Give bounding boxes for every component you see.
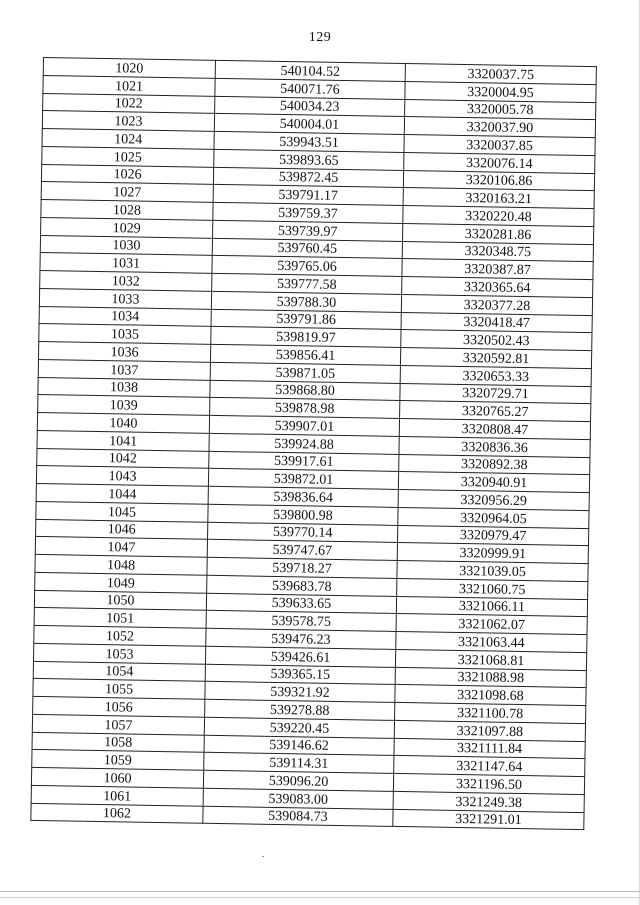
x-coordinate-cell: 539856.41: [210, 344, 400, 365]
y-coordinate-cell: 3320005.78: [405, 99, 596, 120]
point-number-cell: 1062: [31, 803, 203, 824]
y-coordinate-cell: 3321249.38: [393, 791, 584, 812]
point-number-cell: 1045: [36, 501, 208, 522]
y-coordinate-cell: 3320377.28: [401, 294, 592, 315]
x-coordinate-cell: 539878.98: [210, 398, 400, 419]
point-number-cell: 1058: [32, 732, 204, 753]
y-coordinate-cell: 3320956.29: [398, 489, 589, 510]
y-coordinate-cell: 3320037.85: [404, 135, 595, 156]
point-number-cell: 1056: [33, 696, 205, 717]
x-coordinate-cell: 539770.14: [208, 522, 398, 543]
point-number-cell: 1022: [43, 93, 215, 114]
point-number-cell: 1036: [38, 341, 210, 362]
y-coordinate-cell: 3321100.78: [395, 702, 586, 723]
point-number-cell: 1054: [33, 661, 205, 682]
y-coordinate-cell: 3321039.05: [397, 560, 588, 581]
point-number-cell: 1029: [41, 217, 213, 238]
point-number-cell: 1055: [33, 679, 205, 700]
point-number-cell: 1057: [32, 714, 204, 735]
point-number-cell: 1040: [37, 412, 209, 433]
x-coordinate-cell: 539633.65: [206, 593, 396, 614]
x-coordinate-cell: 539759.37: [213, 202, 403, 223]
point-number-cell: 1052: [34, 625, 206, 646]
coordinate-table: [30, 57, 597, 830]
y-coordinate-cell: 3321196.50: [393, 773, 584, 794]
x-coordinate-cell: 539760.45: [212, 238, 402, 259]
x-coordinate-cell: 539872.45: [213, 167, 403, 188]
x-coordinate-cell: 539777.58: [212, 273, 402, 294]
y-coordinate-cell: 3320892.38: [399, 454, 590, 475]
point-number-cell: 1041: [37, 430, 209, 451]
x-coordinate-cell: 539871.05: [210, 362, 400, 383]
y-coordinate-cell: 3321111.84: [394, 738, 585, 759]
x-coordinate-cell: 539739.97: [213, 220, 403, 241]
y-coordinate-cell: 3320220.48: [403, 205, 594, 226]
coordinate-table-container: [30, 57, 596, 830]
x-coordinate-cell: 539084.73: [203, 806, 393, 827]
point-number-cell: 1043: [36, 466, 208, 487]
point-number-cell: 1059: [32, 750, 204, 771]
scan-line-bottom-secondary: [0, 897, 640, 898]
point-number-cell: 1042: [37, 448, 209, 469]
point-number-cell: 1035: [39, 324, 211, 345]
point-number-cell: 1061: [31, 785, 203, 806]
point-number-cell: 1053: [33, 643, 205, 664]
x-coordinate-cell: 539114.31: [204, 753, 394, 774]
y-coordinate-cell: 3321291.01: [393, 809, 584, 830]
y-coordinate-cell: 3321060.75: [397, 578, 588, 599]
page-number: 129: [308, 30, 332, 45]
x-coordinate-cell: 539765.06: [212, 256, 402, 277]
x-coordinate-cell: 539788.30: [211, 291, 401, 312]
y-coordinate-cell: 3320940.91: [398, 472, 589, 493]
x-coordinate-cell: 539791.86: [211, 309, 401, 330]
point-number-cell: 1020: [43, 58, 215, 79]
x-coordinate-cell: 539943.51: [214, 131, 404, 152]
y-coordinate-cell: 3320836.36: [399, 436, 590, 457]
x-coordinate-cell: 539872.01: [208, 469, 398, 490]
point-number-cell: 1047: [35, 537, 207, 558]
point-number-cell: 1027: [41, 182, 213, 203]
point-number-cell: 1033: [39, 288, 211, 309]
y-coordinate-cell: 3320979.47: [397, 525, 588, 546]
point-number-cell: 1034: [39, 306, 211, 327]
y-coordinate-cell: 3321097.88: [394, 720, 585, 741]
point-number-cell: 1046: [36, 519, 208, 540]
y-coordinate-cell: 3320387.87: [402, 259, 593, 280]
x-coordinate-cell: 539146.62: [204, 735, 394, 756]
point-number-cell: 1037: [38, 359, 210, 380]
point-number-cell: 1038: [38, 377, 210, 398]
y-coordinate-cell: 3320653.33: [400, 365, 591, 386]
y-coordinate-cell: 3320592.81: [400, 347, 591, 368]
point-number-cell: 1024: [42, 128, 214, 149]
point-number-cell: 1025: [42, 146, 214, 167]
x-coordinate-cell: 540004.01: [214, 114, 404, 135]
y-coordinate-cell: 3320106.86: [403, 170, 594, 191]
y-coordinate-cell: 3321063.44: [396, 631, 587, 652]
x-coordinate-cell: 539747.67: [207, 540, 397, 561]
x-coordinate-cell: 539836.64: [208, 486, 398, 507]
point-number-cell: 1051: [34, 608, 206, 629]
x-coordinate-cell: 539220.45: [204, 717, 394, 738]
x-coordinate-cell: 539321.92: [205, 682, 395, 703]
x-coordinate-cell: 539917.61: [209, 451, 399, 472]
y-coordinate-cell: 3320964.05: [398, 507, 589, 528]
y-coordinate-cell: 3321088.98: [395, 667, 586, 688]
point-number-cell: 1039: [38, 395, 210, 416]
x-coordinate-cell: 540034.23: [215, 96, 405, 117]
y-coordinate-cell: 3320037.75: [405, 64, 596, 85]
y-coordinate-cell: 3320729.71: [400, 383, 591, 404]
x-coordinate-cell: 539365.15: [205, 664, 395, 685]
y-coordinate-cell: 3320281.86: [402, 223, 593, 244]
x-coordinate-cell: 539578.75: [206, 611, 396, 632]
point-number-cell: 1060: [31, 767, 203, 788]
y-coordinate-cell: 3320004.95: [405, 81, 596, 102]
x-coordinate-cell: 539893.65: [214, 149, 404, 170]
y-coordinate-cell: 3320808.47: [399, 418, 590, 439]
x-coordinate-cell: 539476.23: [206, 628, 396, 649]
x-coordinate-cell: 539868.80: [210, 380, 400, 401]
y-coordinate-cell: 3321068.81: [395, 649, 586, 670]
scan-line-bottom: [0, 891, 640, 892]
point-number-cell: 1026: [41, 164, 213, 185]
y-coordinate-cell: 3320348.75: [402, 241, 593, 262]
point-number-cell: 1021: [43, 75, 215, 96]
point-number-cell: 1031: [40, 253, 212, 274]
y-coordinate-cell: 3320163.21: [403, 188, 594, 209]
x-coordinate-cell: 539924.88: [209, 433, 399, 454]
x-coordinate-cell: 540104.52: [215, 60, 405, 81]
x-coordinate-cell: 539718.27: [207, 557, 397, 578]
y-coordinate-cell: 3321147.64: [394, 756, 585, 777]
coordinate-table-body: [31, 58, 597, 830]
y-coordinate-cell: 3321062.07: [396, 614, 587, 635]
point-number-cell: 1028: [41, 199, 213, 220]
point-number-cell: 1044: [36, 483, 208, 504]
x-coordinate-cell: 539096.20: [203, 770, 393, 791]
y-coordinate-cell: 3320365.64: [402, 276, 593, 297]
x-coordinate-cell: 539083.00: [203, 788, 393, 809]
y-coordinate-cell: 3320765.27: [400, 401, 591, 422]
x-coordinate-cell: 539278.88: [205, 699, 395, 720]
y-coordinate-cell: 3321066.11: [396, 596, 587, 617]
y-coordinate-cell: 3321098.68: [395, 685, 586, 706]
x-coordinate-cell: 539791.17: [213, 185, 403, 206]
point-number-cell: 1050: [34, 590, 206, 611]
x-coordinate-cell: 539819.97: [211, 327, 401, 348]
scan-speck: [262, 856, 264, 857]
y-coordinate-cell: 3320999.91: [397, 543, 588, 564]
y-coordinate-cell: 3320502.43: [401, 330, 592, 351]
point-number-cell: 1049: [35, 572, 207, 593]
point-number-cell: 1048: [35, 554, 207, 575]
y-coordinate-cell: 3320076.14: [404, 152, 595, 173]
point-number-cell: 1030: [40, 235, 212, 256]
point-number-cell: 1023: [42, 111, 214, 132]
x-coordinate-cell: 539800.98: [208, 504, 398, 525]
x-coordinate-cell: 539426.61: [205, 646, 395, 667]
x-coordinate-cell: 540071.76: [215, 78, 405, 99]
x-coordinate-cell: 539683.78: [207, 575, 397, 596]
y-coordinate-cell: 3320037.90: [404, 117, 595, 138]
point-number-cell: 1032: [40, 270, 212, 291]
y-coordinate-cell: 3320418.47: [401, 312, 592, 333]
x-coordinate-cell: 539907.01: [209, 415, 399, 436]
